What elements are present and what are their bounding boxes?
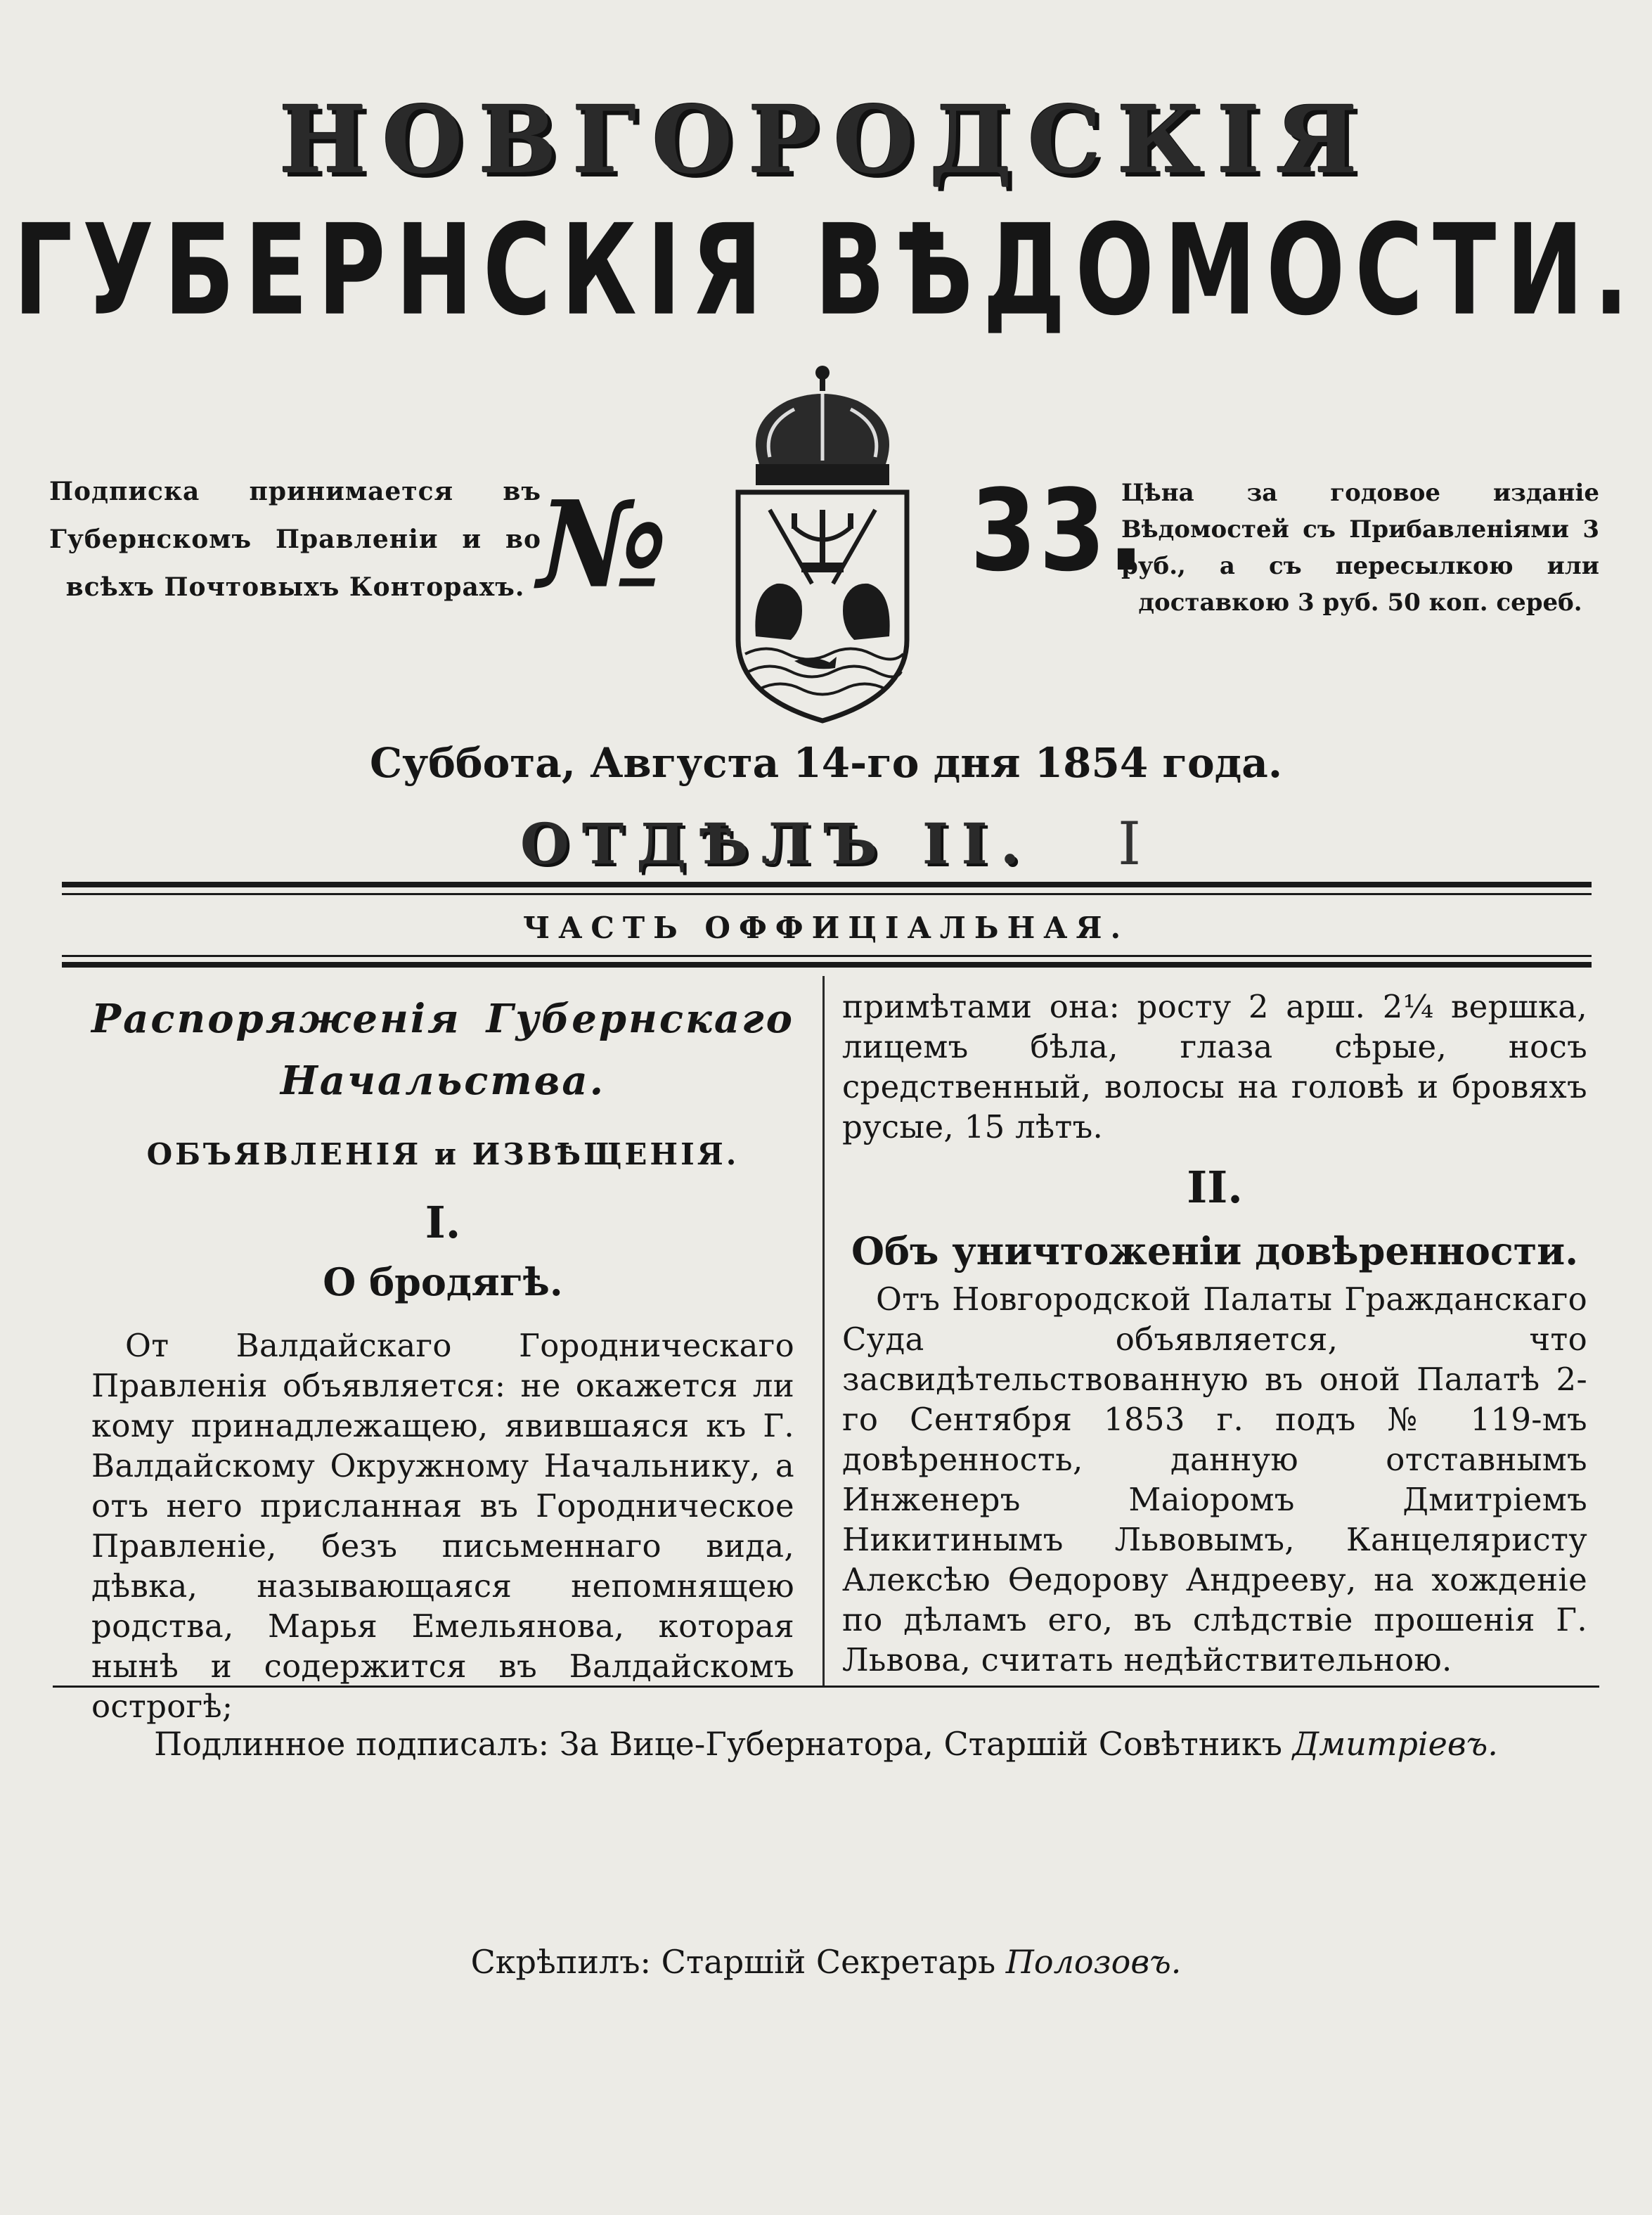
article-1-number: I. <box>425 1197 461 1248</box>
dateline: Суббота, Августа 14-го дня 1854 года. <box>369 739 1283 787</box>
subscription-notice: Подписка принимается въ Губернскомъ Правленіи и во всѣхъ Почтовыхъ Конторахъ. <box>49 477 541 602</box>
countersign-name: Полозовъ. <box>1005 1943 1182 1981</box>
article-2-text: Отъ Новгородской Палаты Гражданскаго Суда объявляется, что засвидѣтельствованную въ оной Палатѣ 2-го Сентября 1853 г. подъ № 119-мъ довѣренность, данную отставнымъ Инженеръ Маіоромъ Дмитріемъ Никитинымъ Львовымъ, Канцеляристу Алексѣю Ѳедорову Андрееву, на хожденіе по дѣламъ его, въ слѣдствіе прошенія Г. Львова, считать недѣйствительною. <box>842 1280 1587 1678</box>
orders-heading-line1: Распоряженія Губернскаго <box>91 996 794 1042</box>
price-notice: Цѣна за годовое изданіе Вѣдомостей съ Прибавленіями 3 руб., а съ пересылкою или доставкою 3 руб. 50 коп. сереб. <box>1121 479 1599 617</box>
signature-line <box>0 1719 1652 1768</box>
rule-bottom <box>53 1686 1599 1688</box>
section-heading: ОТДѢЛЪ II. <box>520 811 1033 877</box>
orders-heading-line2: Начальства. <box>280 1058 606 1104</box>
article-2-title: Объ уничтоженіи довѣренности. <box>851 1228 1579 1273</box>
masthead-title-line2: ГУБЕРНСКІЯ ВѢДОМОСТИ. <box>13 198 1639 344</box>
rule-mid-thick <box>62 962 1592 968</box>
orders-heading <box>91 988 794 1112</box>
article-1-text: От Валдайскаго Городническаго Правленія объявляется: не окажется ли кому принадлежащею, явившаяся къ Г. Валдайскому Окружному Начальнику, а отъ него присланная въ Городническое Правленіе, безъ письменнаго вида, дѣвка, называющаяся непомнящею родства, Марья Емельянова, которая нынѣ и содержится въ Валдайскомъ острогѣ; <box>91 1327 794 1725</box>
article-2-number: II. <box>1187 1162 1243 1213</box>
coat-of-arms-icon <box>717 359 928 724</box>
announcements-heading: ОБЪЯВЛЕНІЯ и ИЗВѢЩЕНІЯ. <box>146 1137 740 1171</box>
issue-number: 33. <box>970 465 1147 596</box>
countersign-line <box>0 1937 1652 1986</box>
article-1-continuation: примѣтами она: росту 2 арш. 2¼ вершка, лицемъ бѣла, глаза сѣрые, носъ средственный, волосы на головѣ и бровяхъ русые, 15 лѣтъ. <box>842 988 1587 1145</box>
rule-top-thick <box>62 882 1592 887</box>
right-column <box>842 988 1587 1680</box>
number-sign: № <box>538 475 668 615</box>
handwritten-mark: I <box>1118 809 1142 878</box>
signature-name: Дмитріевъ. <box>1292 1725 1498 1763</box>
signature-prefix: Подлинное подписалъ: За Вице-Губернатора, Старшій Совѣтникъ <box>154 1725 1283 1763</box>
countersign-prefix: Скрѣпилъ: Старшій Секретарь <box>470 1943 996 1981</box>
rule-mid-thin <box>62 955 1592 957</box>
left-column <box>91 988 794 1726</box>
part-heading: ЧАСТЬ ОФФИЦІАЛЬНАЯ. <box>522 911 1130 945</box>
rule-top-thin <box>62 893 1592 895</box>
column-divider <box>822 976 825 1686</box>
masthead-title-line1: НОВГОРОДСКІЯ <box>278 86 1374 195</box>
article-1-title: О бродягѣ. <box>323 1259 563 1304</box>
